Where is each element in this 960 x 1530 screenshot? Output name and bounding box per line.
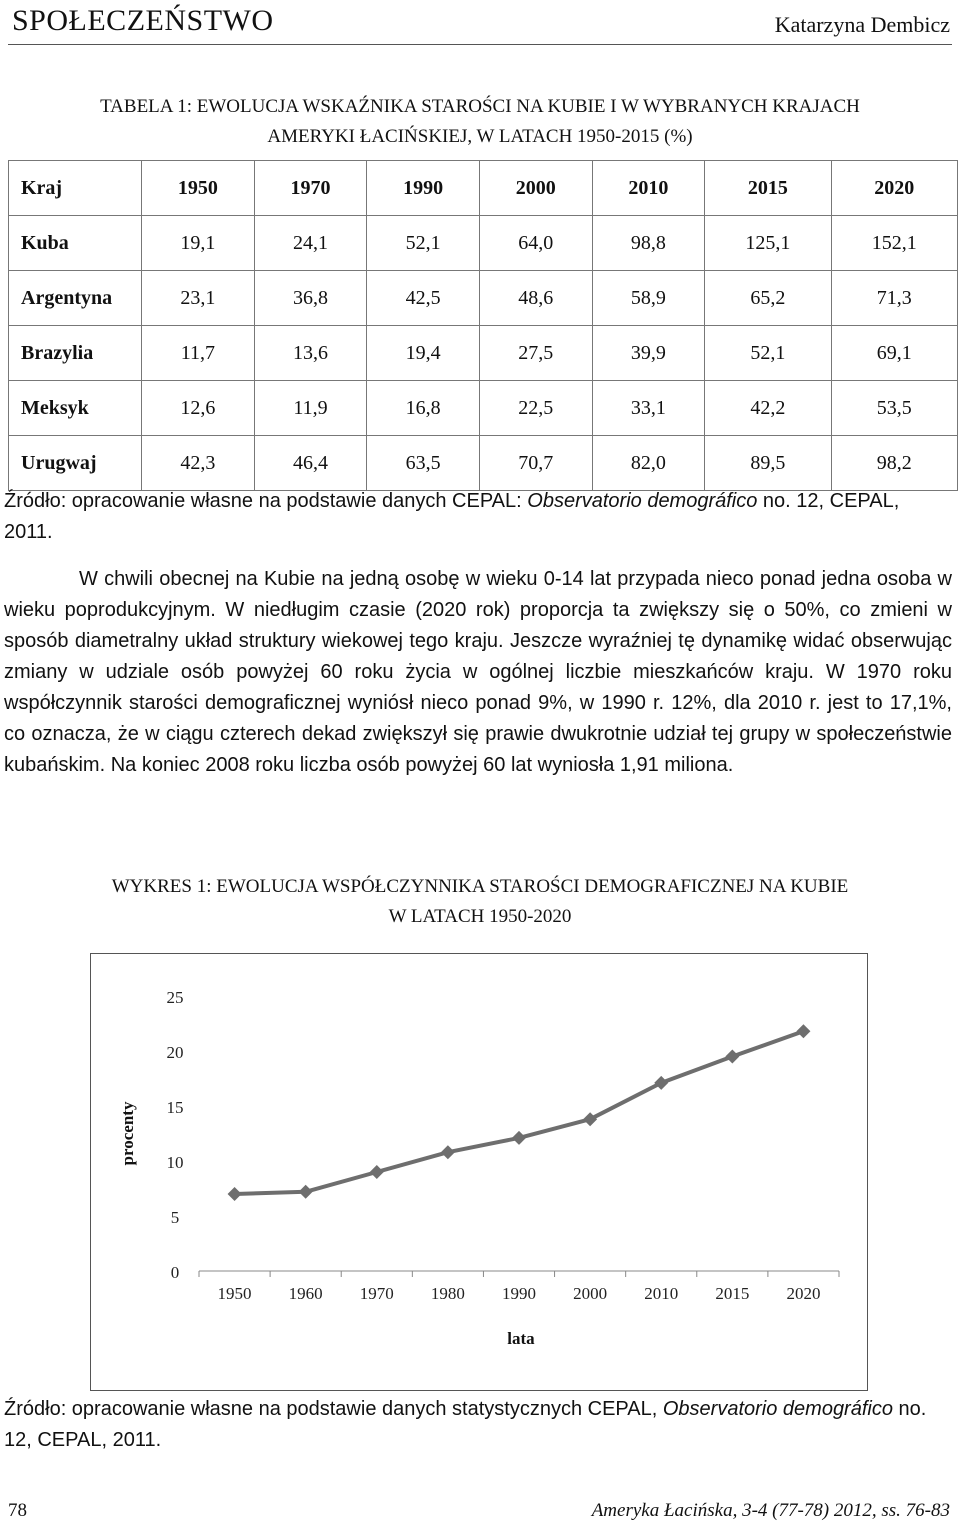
source-prefix: Źródło: opracowanie własne na podstawie danych CEPAL: [4, 490, 528, 512]
value-cell: 52,1 [705, 326, 831, 381]
x-tick-label: 1990 [502, 1284, 536, 1303]
country-cell: Urugwaj [9, 436, 142, 491]
source-suffix: no. 12, CEPAL, 2011. [4, 1398, 927, 1451]
y-tick-label: 15 [166, 1098, 184, 1117]
value-cell: 42,5 [367, 271, 480, 326]
value-cell: 125,1 [705, 216, 831, 271]
value-cell: 42,3 [142, 436, 255, 491]
column-header-year: 1970 [254, 161, 367, 216]
value-cell: 19,1 [142, 216, 255, 271]
data-point [654, 1076, 668, 1090]
value-cell: 13,6 [254, 326, 367, 381]
data-point [299, 1185, 313, 1199]
y-tick-label: 25 [166, 988, 184, 1007]
x-tick-label: 1980 [430, 1284, 465, 1303]
x-tick-label: 1970 [359, 1284, 394, 1303]
value-cell: 11,7 [142, 326, 255, 381]
chart-caption-line2: W LATACH 1950-2020 [388, 906, 572, 927]
data-point [512, 1131, 526, 1145]
aging-index-table [8, 160, 958, 491]
value-cell: 98,2 [831, 436, 957, 491]
source-title: Observatorio demográfico [527, 490, 758, 512]
section-title: SPOŁECZEŃSTWO [12, 4, 274, 37]
data-point [370, 1165, 384, 1179]
value-cell: 58,9 [592, 271, 705, 326]
table-caption-line2: AMERYKI ŁACIŃSKIEJ, W LATACH 1950-2015 (%) [267, 126, 693, 147]
line-chart [90, 953, 868, 1391]
y-tick-label: 10 [166, 1153, 184, 1172]
table-row [9, 381, 958, 436]
value-cell: 82,0 [592, 436, 705, 491]
data-point [725, 1050, 739, 1064]
table-caption [0, 92, 960, 152]
table-row [9, 436, 958, 491]
table-row [9, 326, 958, 381]
y-tick-label: 20 [166, 1043, 184, 1062]
column-header-year: 1950 [142, 161, 255, 216]
table-row [9, 271, 958, 326]
body-paragraph: W chwili obecnej na Kubie na jedną osobę w wieku 0-14 lat przypada nieco ponad jedna osoba w wieku poprodukcyjnym. W niedługim czasie (2020 rok) proporcja ta zwiększy się o 50%, co zmieni w sposób diametralny układ struktury wiekowej tego kraju. Jeszcze wyraźniej tę dynamikę widać obserwując zmiany w udziale osób powyżej 60 roku życia w ogólnej liczbie mieszkańców kraju. W 1970 roku współczynnik starości demograficznej wyniósł nieco ponad 9%, w 1990 r. 12%, dla 2010 r. jest to 17,1%, co oznacza, że w ciągu czterech dekad zwiększył się prawie dwukrotnie udział tej grupy w społeczeństwie kubańskim. Na koniec 2008 roku liczba osób powyżej 60 lat wyniosła 1,91 miliona. [4, 568, 952, 776]
value-cell: 16,8 [367, 381, 480, 436]
series-line [235, 1031, 804, 1194]
data-point [441, 1145, 455, 1159]
data-point [583, 1112, 597, 1126]
value-cell: 27,5 [479, 326, 592, 381]
value-cell: 65,2 [705, 271, 831, 326]
y-tick-label: 5 [170, 1208, 180, 1227]
x-tick-label: 2010 [644, 1284, 679, 1303]
country-cell: Argentyna [9, 271, 142, 326]
country-cell: Brazylia [9, 326, 142, 381]
data-point [796, 1024, 810, 1038]
data-point [228, 1187, 242, 1201]
value-cell: 89,5 [705, 436, 831, 491]
table-row [9, 216, 958, 271]
value-cell: 39,9 [592, 326, 705, 381]
column-header-year: 1990 [367, 161, 480, 216]
x-tick-label: 2020 [786, 1284, 821, 1303]
column-header-year: 2010 [592, 161, 705, 216]
source-suffix: no. 12, CEPAL, 2011. [4, 490, 900, 543]
x-tick-label: 1960 [288, 1284, 323, 1303]
value-cell: 71,3 [831, 271, 957, 326]
value-cell: 63,5 [367, 436, 480, 491]
value-cell: 64,0 [479, 216, 592, 271]
page-number: 78 [8, 1500, 27, 1521]
running-header [8, 0, 952, 45]
value-cell: 152,1 [831, 216, 957, 271]
column-header-year: 2015 [705, 161, 831, 216]
x-tick-label: 2015 [715, 1284, 750, 1303]
value-cell: 11,9 [254, 381, 367, 436]
value-cell: 24,1 [254, 216, 367, 271]
value-cell: 52,1 [367, 216, 480, 271]
source-prefix: Źródło: opracowanie własne na podstawie danych statystycznych CEPAL, [4, 1398, 663, 1420]
source-title: Observatorio demográfico [662, 1398, 893, 1420]
value-cell: 48,6 [479, 271, 592, 326]
value-cell: 33,1 [592, 381, 705, 436]
y-axis-title: procenty [118, 1101, 137, 1166]
chart-caption [0, 872, 960, 932]
x-axis-title: lata [507, 1329, 535, 1348]
value-cell: 22,5 [479, 381, 592, 436]
journal-citation: Ameryka Łacińska, 3-4 (77-78) 2012, ss. 76-83 [591, 1500, 950, 1521]
table-header-row [9, 161, 958, 216]
value-cell: 12,6 [142, 381, 255, 436]
table-source-note [4, 486, 952, 548]
value-cell: 53,5 [831, 381, 957, 436]
line-chart-svg [91, 954, 867, 1390]
value-cell: 69,1 [831, 326, 957, 381]
value-cell: 46,4 [254, 436, 367, 491]
table-caption-line1: TABELA 1: EWOLUCJA WSKAŹNIKA STAROŚCI NA KUBIE I W WYBRANYCH KRAJACH [100, 96, 860, 117]
column-header-country: Kraj [9, 161, 142, 216]
chart-caption-line1: WYKRES 1: EWOLUCJA WSPÓŁCZYNNIKA STAROŚCI DEMOGRAFICZNEJ NA KUBIE [111, 876, 849, 897]
chart-source-note [4, 1394, 952, 1456]
value-cell: 42,2 [705, 381, 831, 436]
country-cell: Meksyk [9, 381, 142, 436]
value-cell: 19,4 [367, 326, 480, 381]
y-tick-label: 0 [170, 1263, 180, 1282]
value-cell: 23,1 [142, 271, 255, 326]
column-header-year: 2000 [479, 161, 592, 216]
x-tick-label: 1950 [217, 1284, 252, 1303]
value-cell: 98,8 [592, 216, 705, 271]
value-cell: 70,7 [479, 436, 592, 491]
x-tick-label: 2000 [573, 1284, 608, 1303]
value-cell: 36,8 [254, 271, 367, 326]
author-name: Katarzyna Dembicz [774, 12, 950, 37]
column-header-year: 2020 [831, 161, 957, 216]
country-cell: Kuba [9, 216, 142, 271]
